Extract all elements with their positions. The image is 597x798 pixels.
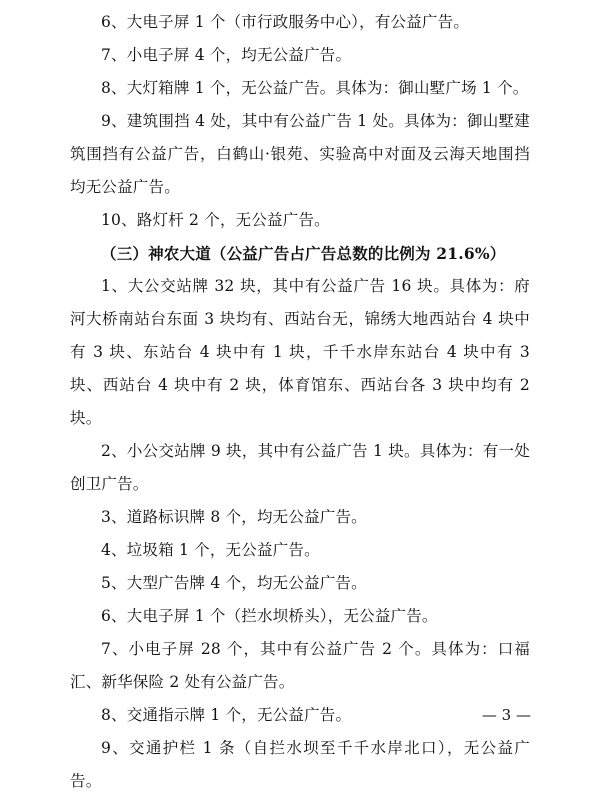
paragraph: 3、道路标识牌 8 个，均无公益广告。: [101, 508, 367, 526]
paragraph: 1、大公交站牌 32 块，其中有公益广告 16 块。具体为：府河大桥南站台东面 3 块均有、西站台无，锦绣大地西站台 4 块中有 3 块、东站台 4 块中有 1 块，千千水岸东站台 4 块中有 3 块、西站台 4 块中有 2 块，体育馆东、西站台各 3 块中均有 2 块。: [70, 277, 530, 427]
paragraph: 6、大电子屏 1 个（市行政服务中心），有公益广告。: [101, 13, 470, 31]
section-heading: （三）神农大道（公益广告占广告总数的比例为 21.6%）: [101, 244, 506, 263]
document-body: [70, 6, 530, 798]
paragraph: 4、垃圾箱 1 个，无公益广告。: [101, 541, 320, 559]
paragraph: 9、交通护栏 1 条（自拦水坝至千千水岸北口），无公益广告。: [70, 739, 530, 790]
paragraph: 8、大灯箱牌 1 个，无公益广告。具体为：御山墅广场 1 个。: [101, 79, 529, 97]
page-number: — 3 —: [481, 706, 531, 724]
paragraph: 2、小公交站牌 9 块，其中有公益广告 1 块。具体为：有一处创卫广告。: [70, 442, 530, 493]
paragraph: 7、小电子屏 28 个，其中有公益广告 2 个。具体为：口福汇、新华保险 2 处有公益广告。: [70, 640, 530, 691]
paragraph: 6、大电子屏 1 个（拦水坝桥头），无公益广告。: [101, 607, 438, 625]
paragraph: 7、小电子屏 4 个，均无公益广告。: [101, 46, 352, 64]
paragraph: 8、交通指示牌 1 个，无公益广告。: [101, 706, 352, 724]
paragraph: 10、路灯杆 2 个，无公益广告。: [101, 211, 330, 229]
paragraph: 9、建筑围挡 4 处，其中有公益广告 1 处。具体为：御山墅建筑围挡有公益广告，白鹤山·银苑、实验高中对面及云海天地围挡均无公益广告。: [70, 112, 530, 196]
paragraph: 5、大型广告牌 4 个，均无公益广告。: [101, 574, 367, 592]
